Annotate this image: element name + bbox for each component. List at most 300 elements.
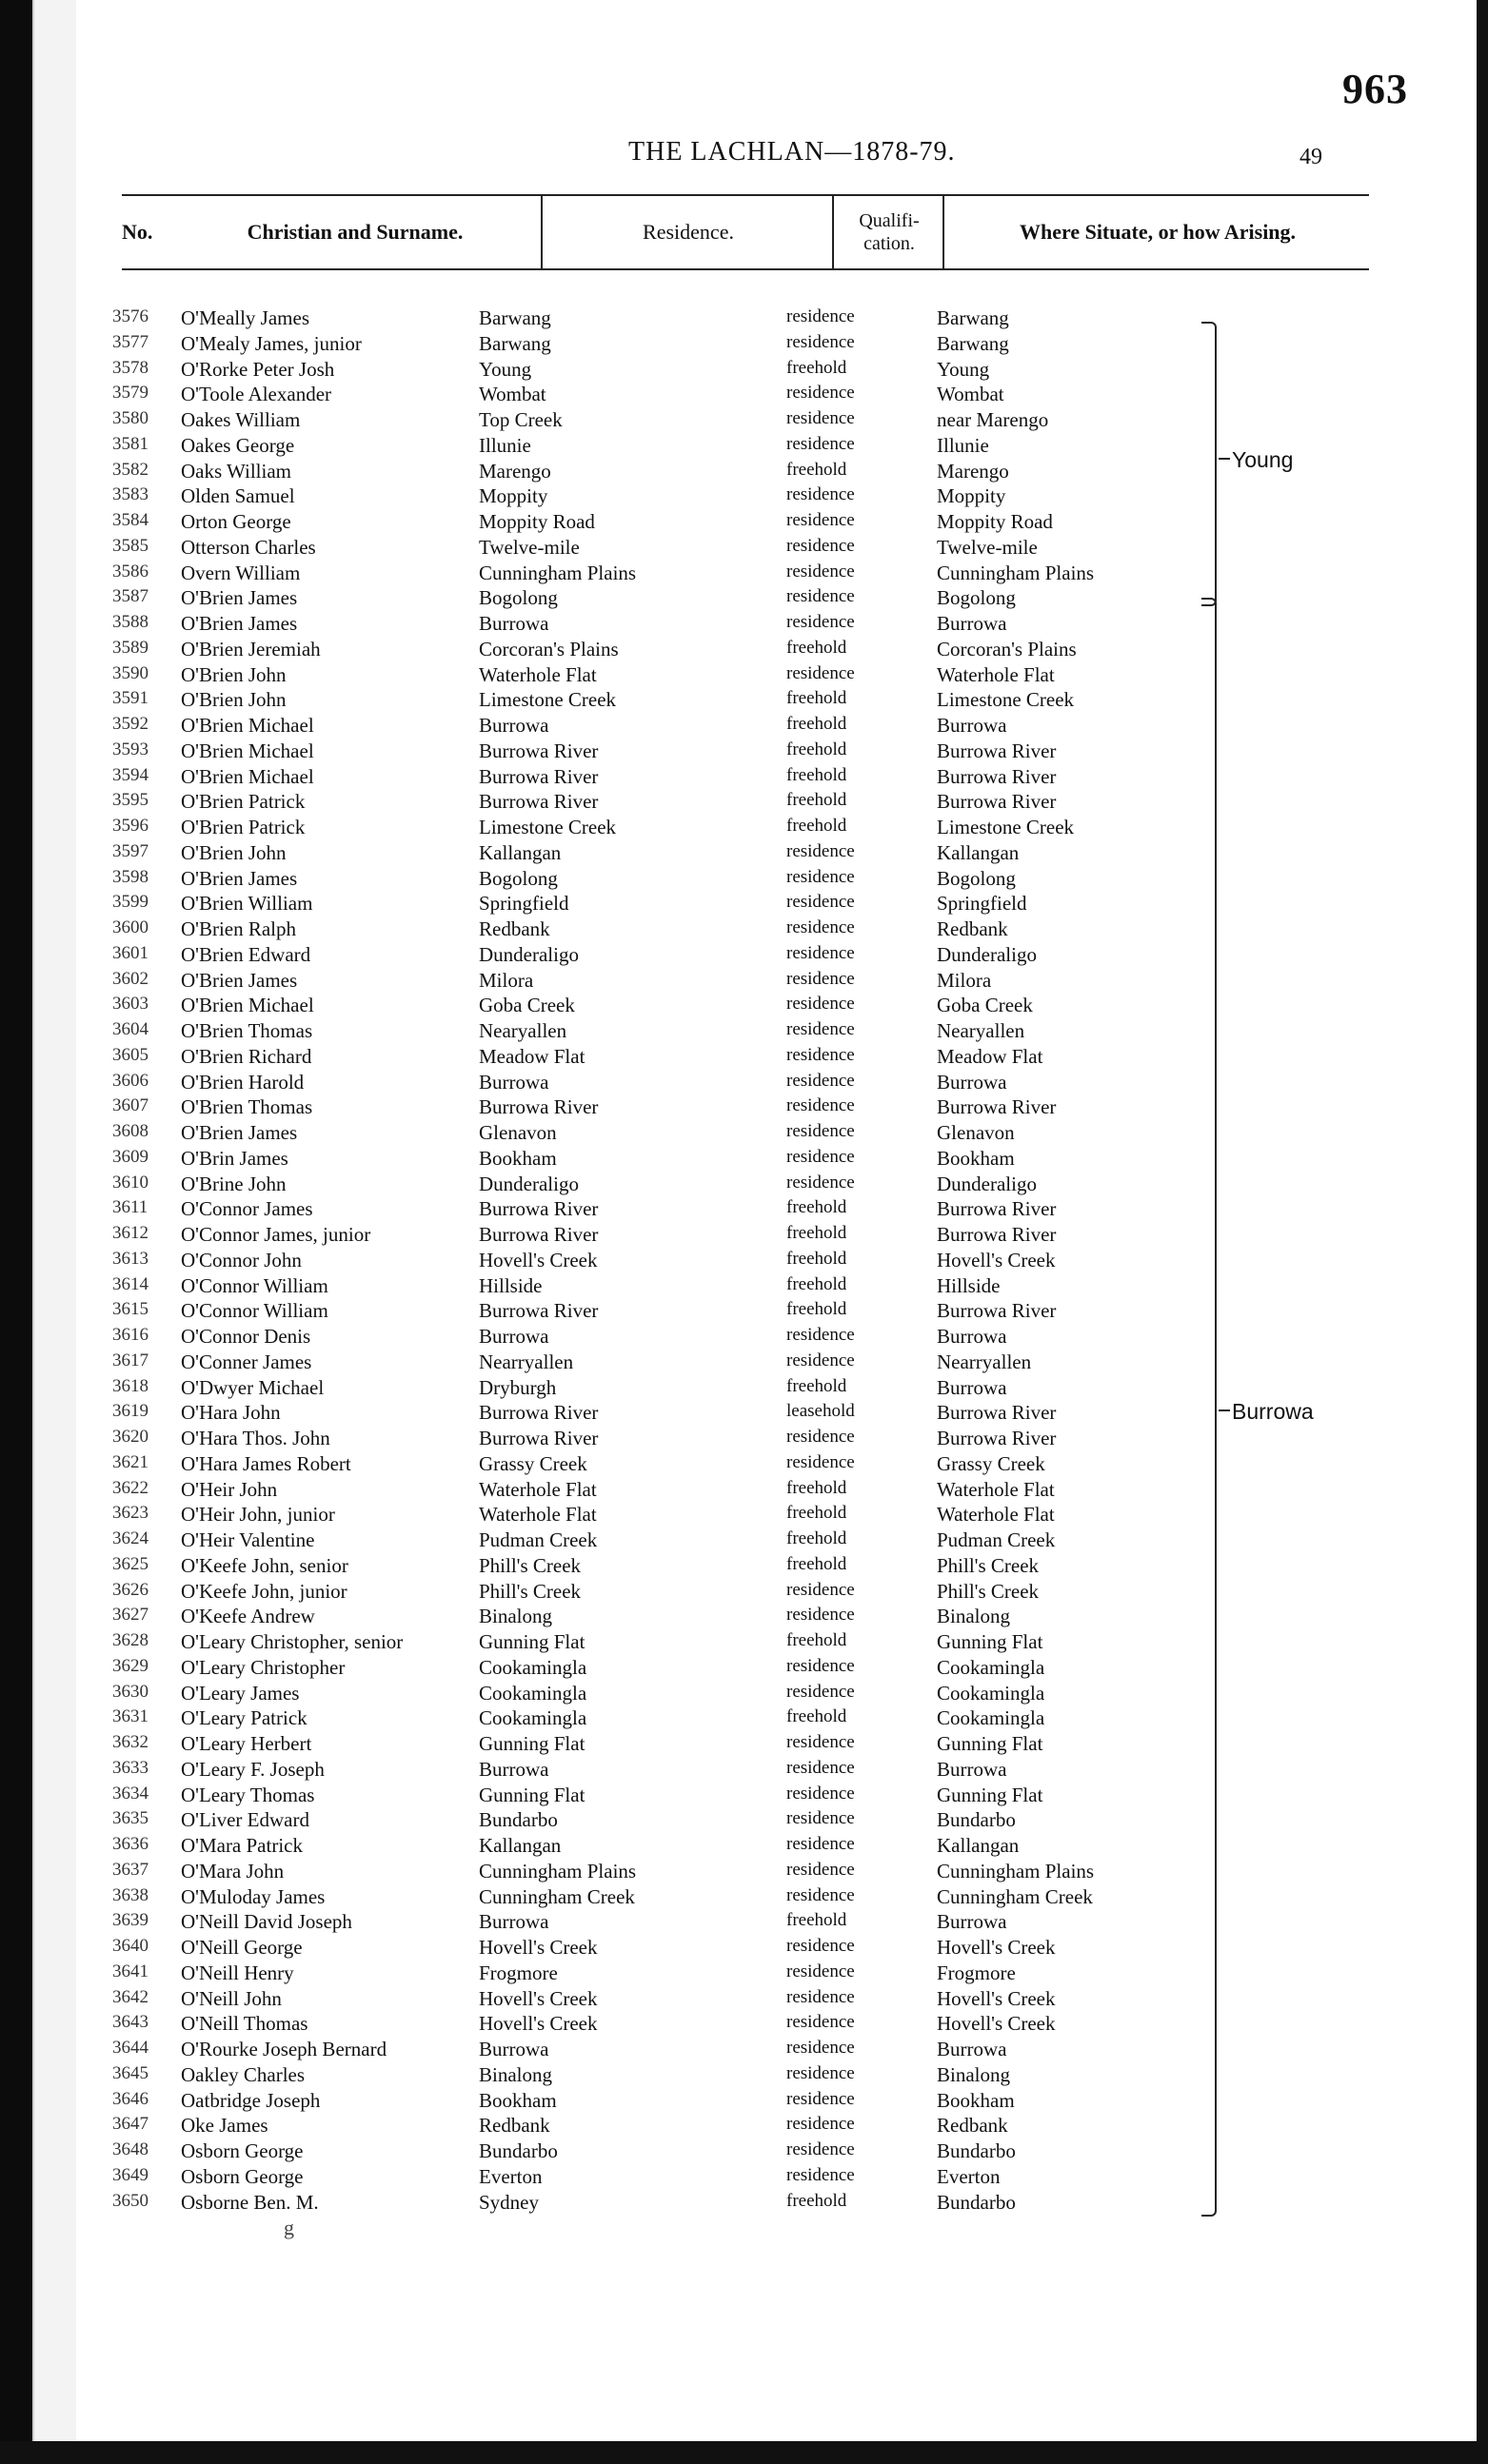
table-row xyxy=(112,969,1350,995)
entry-where-situate: Limestone Creek xyxy=(937,816,1075,838)
entry-name: Osborn George xyxy=(181,2164,304,2188)
entry-name: O'Leary Christopher, senior xyxy=(181,1630,404,1653)
entry-qualification: freehold xyxy=(786,459,847,480)
entry-residence: Frogmore xyxy=(479,1961,558,1984)
entry-qualification: residence xyxy=(786,1427,855,1447)
entry-residence: Burrowa River xyxy=(479,1223,599,1246)
entry-number: 3648 xyxy=(112,2139,149,2159)
entry-where-situate: Nearyallen xyxy=(937,1019,1025,1042)
entry-number: 3621 xyxy=(112,1451,149,1472)
entry-where-situate: Cunningham Plains xyxy=(937,561,1095,584)
table-row xyxy=(112,1885,1350,1911)
table-row xyxy=(112,1325,1350,1350)
entry-residence: Bogolong xyxy=(479,586,558,610)
entry-residence: Hovell's Creek xyxy=(479,1936,598,1959)
entry-number: 3642 xyxy=(112,1986,149,2007)
entry-qualification: residence xyxy=(786,383,855,404)
entry-where-situate: Illunie xyxy=(937,433,989,457)
entry-number: 3592 xyxy=(112,714,149,734)
entry-residence: Wombat xyxy=(479,383,546,406)
entry-qualification: freehold xyxy=(786,1630,847,1650)
entry-name: Oakes William xyxy=(181,408,301,431)
entry-qualification: freehold xyxy=(786,816,847,836)
bracket-burrowa xyxy=(1201,598,1217,2217)
table-row xyxy=(112,2038,1350,2063)
entry-qualification: freehold xyxy=(786,1273,847,1294)
entry-residence: Redbank xyxy=(479,2114,550,2138)
entry-where-situate: Burrowa xyxy=(937,714,1007,737)
entry-residence: Waterhole Flat xyxy=(479,1477,597,1501)
entry-number: 3578 xyxy=(112,357,149,378)
entry-qualification: freehold xyxy=(786,1706,847,1727)
entry-number: 3607 xyxy=(112,1095,149,1116)
entry-where-situate: Burrowa River xyxy=(937,739,1057,762)
table-row xyxy=(112,1732,1350,1758)
entry-number: 3614 xyxy=(112,1273,149,1294)
entry-residence: Cookamingla xyxy=(479,1655,587,1679)
entry-name: O'Keefe John, junior xyxy=(181,1579,347,1603)
entry-qualification: freehold xyxy=(786,2190,847,2211)
scan-edge-right xyxy=(1477,0,1488,2464)
entry-name: Oke James xyxy=(181,2114,268,2138)
table-row xyxy=(112,1121,1350,1147)
entry-where-situate: Binalong xyxy=(937,1605,1010,1628)
entry-where-situate: Dunderaligo xyxy=(937,1172,1037,1195)
entry-name: O'Leary Thomas xyxy=(181,1783,315,1806)
table-row xyxy=(112,1580,1350,1606)
entry-number: 3635 xyxy=(112,1808,149,1829)
entry-name: O'Brien John xyxy=(181,840,287,864)
table-row xyxy=(112,460,1350,485)
entry-number: 3646 xyxy=(112,2088,149,2109)
entry-number: 3618 xyxy=(112,1375,149,1396)
entry-residence: Marengo xyxy=(479,459,551,483)
entry-residence: Phill's Creek xyxy=(479,1579,582,1603)
entry-qualification: residence xyxy=(786,1655,855,1676)
entry-qualification: residence xyxy=(786,1808,855,1829)
entry-where-situate: Burrowa xyxy=(937,1070,1007,1094)
entry-number: 3643 xyxy=(112,2012,149,2033)
entry-where-situate: Cookamingla xyxy=(937,1706,1045,1730)
entry-number: 3580 xyxy=(112,408,149,428)
entry-name: O'Brien Patrick xyxy=(181,790,306,814)
entry-name: O'Brien James xyxy=(181,968,298,992)
entry-residence: Bundarbo xyxy=(479,2139,558,2162)
entry-qualification: residence xyxy=(786,2038,855,2058)
header-no: No. xyxy=(122,220,153,244)
entry-where-situate: Springfield xyxy=(937,892,1027,916)
header-qualification: Qualifi-cation. xyxy=(832,196,944,268)
entry-where-situate: Milora xyxy=(937,968,992,992)
entry-qualification: residence xyxy=(786,2012,855,2033)
entry-name: Oakley Charles xyxy=(181,2062,306,2086)
entry-name: O'Mealy James, junior xyxy=(181,331,362,355)
entry-qualification: freehold xyxy=(786,1223,847,1243)
entry-name: O'Neill Henry xyxy=(181,1961,294,1984)
entry-qualification: residence xyxy=(786,968,855,989)
entry-residence: Sydney xyxy=(479,2190,539,2214)
bracket-label-burrowa: Burrowa xyxy=(1232,1399,1314,1424)
entry-qualification: freehold xyxy=(786,714,847,734)
entry-number: 3608 xyxy=(112,1121,149,1141)
entry-name: O'Hara Thos. John xyxy=(181,1427,330,1449)
entry-residence: Kallangan xyxy=(479,840,562,864)
entry-where-situate: Meadow Flat xyxy=(937,1044,1043,1068)
table-row xyxy=(112,892,1350,917)
entry-qualification: residence xyxy=(786,917,855,937)
table-row xyxy=(112,1071,1350,1096)
entry-residence: Nearyallen xyxy=(479,1019,567,1042)
entry-number: 3586 xyxy=(112,561,149,582)
entry-qualification: residence xyxy=(786,433,855,454)
entry-qualification: residence xyxy=(786,1146,855,1167)
entry-name: O'Hara James Robert xyxy=(181,1451,351,1475)
entry-residence: Moppity xyxy=(479,484,548,508)
entry-name: O'Leary Christopher xyxy=(181,1655,346,1679)
entry-number: 3640 xyxy=(112,1936,149,1956)
entry-qualification: residence xyxy=(786,561,855,582)
entry-residence: Burrowa River xyxy=(479,790,599,814)
table-row xyxy=(112,994,1350,1019)
table-row xyxy=(112,867,1350,893)
entry-qualification: residence xyxy=(786,662,855,683)
entry-name: O'Brien Edward xyxy=(181,942,311,966)
entry-number: 3590 xyxy=(112,662,149,683)
entry-residence: Pudman Creek xyxy=(479,1528,598,1551)
entry-residence: Redbank xyxy=(479,917,550,940)
entry-name: O'Conner James xyxy=(181,1350,312,1373)
table-row xyxy=(112,1860,1350,1885)
entry-number: 3630 xyxy=(112,1681,149,1702)
entry-number: 3629 xyxy=(112,1655,149,1676)
entry-qualification: residence xyxy=(786,484,855,505)
entry-number: 3634 xyxy=(112,1783,149,1804)
entry-number: 3644 xyxy=(112,2038,149,2058)
entry-qualification: residence xyxy=(786,1884,855,1905)
entry-where-situate: Phill's Creek xyxy=(937,1579,1040,1603)
table-row xyxy=(112,1503,1350,1528)
entry-qualification: residence xyxy=(786,331,855,352)
entry-number: 3598 xyxy=(112,866,149,887)
entry-residence: Everton xyxy=(479,2164,543,2188)
entry-number: 3624 xyxy=(112,1528,149,1548)
table-row xyxy=(112,383,1350,408)
table-row xyxy=(112,484,1350,510)
entry-residence: Burrowa River xyxy=(479,1197,599,1221)
entry-qualification: residence xyxy=(786,1961,855,1981)
entry-where-situate: Hovell's Creek xyxy=(937,2012,1056,2036)
entry-number: 3611 xyxy=(112,1197,149,1218)
entry-where-situate: Cunningham Creek xyxy=(937,1884,1093,1908)
footer-mark: g xyxy=(284,2216,294,2239)
entry-qualification: residence xyxy=(786,1350,855,1370)
entry-qualification: freehold xyxy=(786,1375,847,1396)
entry-qualification: residence xyxy=(786,612,855,632)
entry-number: 3637 xyxy=(112,1859,149,1880)
entry-where-situate: Burrowa River xyxy=(937,790,1057,814)
entry-number: 3582 xyxy=(112,459,149,480)
entry-where-situate: Bookham xyxy=(937,2088,1015,2112)
entry-name: O'Brien James xyxy=(181,612,298,635)
table-row xyxy=(112,1834,1350,1860)
entry-number: 3625 xyxy=(112,1553,149,1574)
entry-qualification: residence xyxy=(786,1172,855,1193)
table-row xyxy=(112,2114,1350,2139)
entry-name: O'Mara John xyxy=(181,1859,285,1882)
entry-residence: Waterhole Flat xyxy=(479,1503,597,1527)
entry-name: Oaks William xyxy=(181,459,292,483)
entry-residence: Burrowa River xyxy=(479,1427,599,1449)
entry-qualification: freehold xyxy=(786,688,847,709)
entry-where-situate: near Marengo xyxy=(937,408,1049,431)
entry-name: O'Neill John xyxy=(181,1986,282,2010)
entry-residence: Binalong xyxy=(479,1605,552,1628)
entry-where-situate: Burrowa River xyxy=(937,1197,1057,1221)
table-row xyxy=(112,1987,1350,2013)
entry-number: 3633 xyxy=(112,1757,149,1778)
entry-where-situate: Barwang xyxy=(937,331,1009,355)
entry-where-situate: Barwang xyxy=(937,306,1009,329)
table-row xyxy=(112,943,1350,969)
entry-number: 3604 xyxy=(112,1019,149,1039)
entry-name: O'Brien John xyxy=(181,662,287,686)
entry-number: 3588 xyxy=(112,612,149,632)
entry-residence: Moppity Road xyxy=(479,510,595,533)
scan-edge-bottom xyxy=(0,2441,1488,2464)
table-row xyxy=(112,2089,1350,2115)
entry-qualification: residence xyxy=(786,586,855,607)
entry-number: 3596 xyxy=(112,816,149,836)
table-row xyxy=(112,816,1350,841)
entry-where-situate: Binalong xyxy=(937,2062,1010,2086)
table-row xyxy=(112,434,1350,460)
table-row xyxy=(112,638,1350,663)
entry-residence: Gunning Flat xyxy=(479,1783,585,1806)
entry-residence: Kallangan xyxy=(479,1834,562,1857)
entry-where-situate: Corcoran's Plains xyxy=(937,637,1077,660)
entry-name: O'Brin James xyxy=(181,1146,288,1170)
table-row xyxy=(112,1808,1350,1834)
entry-where-situate: Burrowa xyxy=(937,612,1007,635)
entry-residence: Cookamingla xyxy=(479,1706,587,1730)
entry-where-situate: Burrowa xyxy=(937,1910,1007,1934)
entry-residence: Hillside xyxy=(479,1273,543,1297)
entry-number: 3579 xyxy=(112,383,149,404)
entry-number: 3627 xyxy=(112,1605,149,1626)
table-row xyxy=(112,1173,1350,1198)
entry-where-situate: Moppity Road xyxy=(937,510,1053,533)
entry-residence: Twelve-mile xyxy=(479,535,580,559)
entry-where-situate: Bogolong xyxy=(937,586,1016,610)
sheet-number: 49 xyxy=(1300,145,1322,169)
table-row xyxy=(112,1656,1350,1682)
table-row xyxy=(112,586,1350,612)
entry-residence: Top Creek xyxy=(479,408,563,431)
entry-residence: Illunie xyxy=(479,433,531,457)
entry-number: 3587 xyxy=(112,586,149,607)
entry-qualification: freehold xyxy=(786,1197,847,1218)
entry-name: Oatbridge Joseph xyxy=(181,2088,321,2112)
entry-residence: Binalong xyxy=(479,2062,552,2086)
entry-qualification: residence xyxy=(786,2062,855,2083)
entry-residence: Cunningham Plains xyxy=(479,561,637,584)
entry-qualification: residence xyxy=(786,1044,855,1065)
entry-residence: Nearryallen xyxy=(479,1350,574,1373)
entry-residence: Bundarbo xyxy=(479,1808,558,1832)
entry-number: 3639 xyxy=(112,1910,149,1931)
entry-name: O'Connor Denis xyxy=(181,1325,311,1348)
entry-name: O'Meally James xyxy=(181,306,310,329)
entry-where-situate: Frogmore xyxy=(937,1961,1016,1984)
entry-name: O'Connor William xyxy=(181,1299,328,1323)
entry-residence: Springfield xyxy=(479,892,569,916)
entry-residence: Burrowa River xyxy=(479,764,599,788)
entry-name: O'Rourke Joseph Bernard xyxy=(181,2038,387,2060)
entry-residence: Milora xyxy=(479,968,534,992)
table-row xyxy=(112,1784,1350,1809)
entry-qualification: residence xyxy=(786,1834,855,1854)
entry-name: Olden Samuel xyxy=(181,484,295,508)
entry-name: O'Leary Herbert xyxy=(181,1732,312,1755)
entry-number: 3645 xyxy=(112,2062,149,2083)
entry-number: 3600 xyxy=(112,917,149,937)
entry-residence: Meadow Flat xyxy=(479,1044,585,1068)
entry-name: O'Brien Thomas xyxy=(181,1095,313,1119)
entry-where-situate: Burrowa xyxy=(937,2038,1007,2060)
entry-qualification: residence xyxy=(786,1451,855,1472)
entry-name: O'Brien Patrick xyxy=(181,816,306,838)
entry-qualification: freehold xyxy=(786,1503,847,1524)
entry-name: O'Leary James xyxy=(181,1681,300,1705)
table-row xyxy=(112,1376,1350,1402)
entry-qualification: residence xyxy=(786,1019,855,1039)
table-row xyxy=(112,562,1350,587)
entry-where-situate: Burrowa River xyxy=(937,764,1057,788)
entry-where-situate: Gunning Flat xyxy=(937,1732,1043,1755)
entry-name: O'Heir John, junior xyxy=(181,1503,335,1527)
entry-qualification: residence xyxy=(786,2114,855,2135)
entry-residence: Burrowa xyxy=(479,1757,549,1781)
table-row xyxy=(112,1249,1350,1274)
table-row xyxy=(112,2012,1350,2038)
table-row xyxy=(112,1427,1350,1452)
entry-where-situate: Wombat xyxy=(937,383,1004,406)
entry-qualification: residence xyxy=(786,840,855,861)
entry-number: 3631 xyxy=(112,1706,149,1727)
entry-qualification: residence xyxy=(786,1859,855,1880)
document-page xyxy=(76,0,1476,2441)
entry-name: O'Neill David Joseph xyxy=(181,1910,352,1934)
header-residence: Residence. xyxy=(541,196,834,268)
entry-name: O'Leary F. Joseph xyxy=(181,1757,325,1781)
table-row xyxy=(112,358,1350,384)
entry-where-situate: Redbank xyxy=(937,2114,1008,2138)
entry-where-situate: Waterhole Flat xyxy=(937,1503,1055,1527)
entry-name: Oakes George xyxy=(181,433,295,457)
table-row xyxy=(112,536,1350,562)
entry-where-situate: Burrowa River xyxy=(937,1401,1057,1425)
entry-qualification: residence xyxy=(786,1681,855,1702)
entry-name: O'Toole Alexander xyxy=(181,383,332,406)
table-row xyxy=(112,1682,1350,1707)
entry-name: O'Brien James xyxy=(181,586,298,610)
entry-qualification: freehold xyxy=(786,764,847,785)
entry-residence: Hovell's Creek xyxy=(479,2012,598,2036)
entry-residence: Gunning Flat xyxy=(479,1732,585,1755)
entry-residence: Limestone Creek xyxy=(479,688,617,712)
entry-where-situate: Bundarbo xyxy=(937,2190,1016,2214)
entry-residence: Bogolong xyxy=(479,866,558,890)
header-where: Where Situate, or how Arising. xyxy=(942,196,1371,268)
header-name: Christian and Surname. xyxy=(247,220,464,244)
entry-where-situate: Marengo xyxy=(937,459,1009,483)
table-row xyxy=(112,306,1350,332)
entry-residence: Corcoran's Plains xyxy=(479,637,619,660)
entry-where-situate: Dunderaligo xyxy=(937,942,1037,966)
entry-number: 3601 xyxy=(112,942,149,963)
entry-where-situate: Hillside xyxy=(937,1273,1001,1297)
entry-name: Osborn George xyxy=(181,2139,304,2162)
scan-gutter xyxy=(32,0,76,2464)
entry-number: 3606 xyxy=(112,1070,149,1091)
entry-residence: Cookamingla xyxy=(479,1681,587,1705)
entry-where-situate: Hovell's Creek xyxy=(937,1248,1056,1271)
entry-number: 3597 xyxy=(112,840,149,861)
entry-number: 3602 xyxy=(112,968,149,989)
entry-residence: Burrowa xyxy=(479,714,549,737)
table-row xyxy=(112,739,1350,765)
entry-name: O'Connor James, junior xyxy=(181,1223,371,1246)
entry-number: 3594 xyxy=(112,764,149,785)
table-row xyxy=(112,1197,1350,1223)
entry-where-situate: Limestone Creek xyxy=(937,688,1075,712)
entry-number: 3647 xyxy=(112,2114,149,2135)
entry-number: 3581 xyxy=(112,433,149,454)
entry-qualification: residence xyxy=(786,1757,855,1778)
entry-where-situate: Kallangan xyxy=(937,1834,1020,1857)
entry-qualification: residence xyxy=(786,1325,855,1345)
entry-number: 3650 xyxy=(112,2190,149,2211)
bracket-label-young: Young xyxy=(1232,447,1294,472)
entry-qualification: residence xyxy=(786,1605,855,1626)
table-row xyxy=(112,688,1350,714)
table-row xyxy=(112,332,1350,358)
entry-residence: Limestone Creek xyxy=(479,816,617,838)
entry-qualification: residence xyxy=(786,942,855,963)
table-row xyxy=(112,765,1350,791)
entry-number: 3610 xyxy=(112,1172,149,1193)
table-row xyxy=(112,1274,1350,1300)
entry-qualification: residence xyxy=(786,535,855,556)
entry-number: 3638 xyxy=(112,1884,149,1905)
entry-number: 3609 xyxy=(112,1146,149,1167)
entry-residence: Barwang xyxy=(479,306,551,329)
entry-residence: Dunderaligo xyxy=(479,942,579,966)
entry-where-situate: Burrowa xyxy=(937,1325,1007,1348)
entry-residence: Burrowa xyxy=(479,2038,549,2060)
entry-where-situate: Goba Creek xyxy=(937,994,1033,1017)
entry-residence: Glenavon xyxy=(479,1121,557,1144)
entry-number: 3584 xyxy=(112,510,149,530)
entry-number: 3620 xyxy=(112,1427,149,1447)
entry-residence: Dunderaligo xyxy=(479,1172,579,1195)
entry-name: Osborne Ben. M. xyxy=(181,2190,319,2214)
table-row xyxy=(112,1961,1350,1987)
table-row xyxy=(112,1350,1350,1376)
entry-number: 3615 xyxy=(112,1299,149,1320)
entry-number: 3612 xyxy=(112,1223,149,1243)
entry-residence: Phill's Creek xyxy=(479,1553,582,1577)
